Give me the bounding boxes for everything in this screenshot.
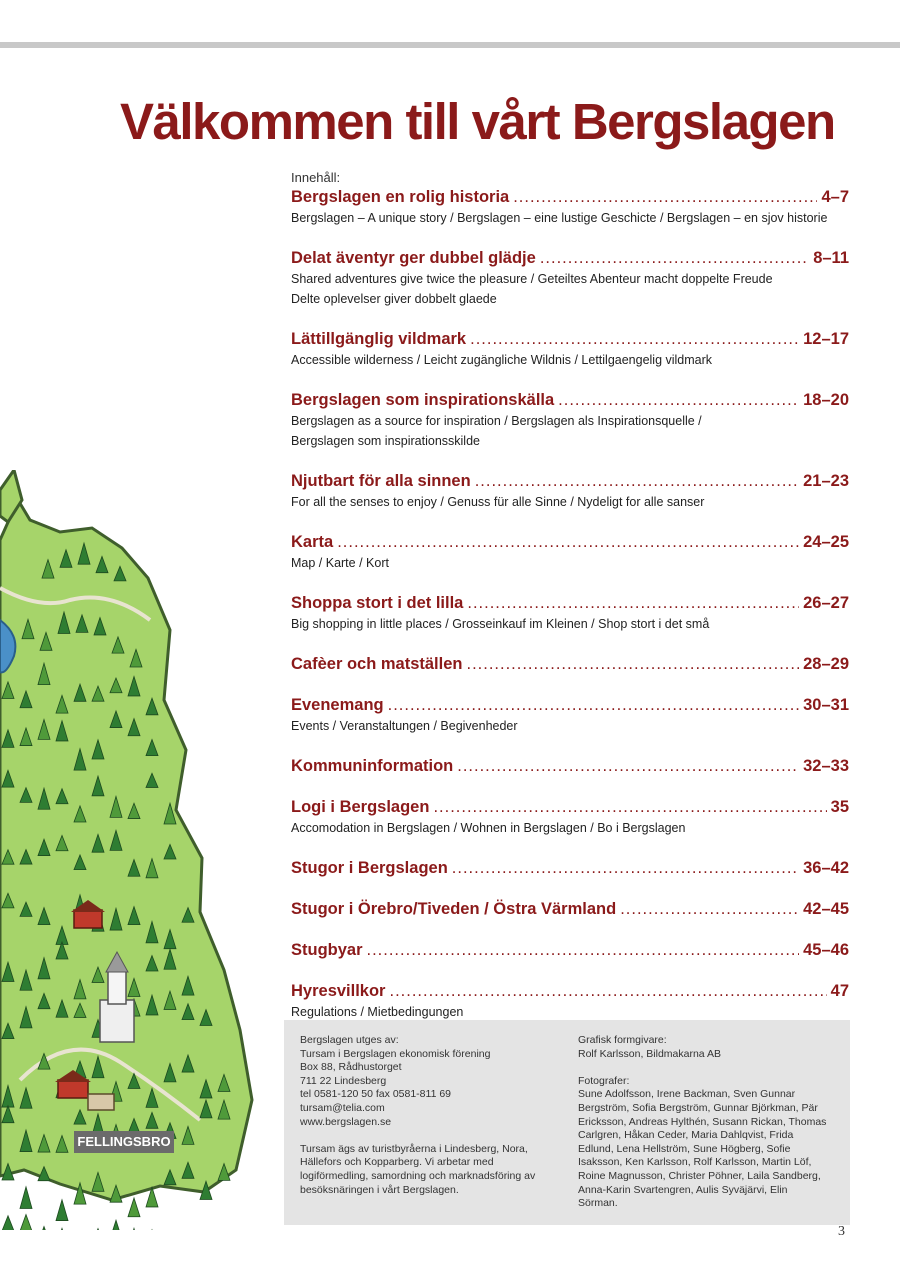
toc-entry-pages: 18–20 xyxy=(803,391,849,409)
publisher-info-box xyxy=(284,1020,850,1225)
info-line: Box 88, Rådhustorget xyxy=(300,1061,402,1074)
tree xyxy=(110,1220,122,1230)
info-line: 711 22 Lindesberg xyxy=(300,1074,387,1087)
toc-dot-leader xyxy=(620,898,799,920)
credits-info xyxy=(578,1034,838,1211)
toc-entry-pages: 28–29 xyxy=(803,655,849,673)
toc-entry-title: Logi i Bergslagen xyxy=(291,798,430,816)
info-line: Fotografer: xyxy=(578,1074,630,1087)
toc-dot-leader xyxy=(466,653,799,675)
info-line: Anna-Karin Svartengren, Aulis Syväjärvi, Elin xyxy=(578,1183,788,1196)
toc-dot-leader xyxy=(558,389,799,411)
toc-dot-leader xyxy=(337,531,799,553)
toc-entry-subtitle: Regulations / Mietbedingungen xyxy=(291,1005,464,1019)
toc-entry-pages: 35 xyxy=(830,798,849,816)
toc-entry-subtitle: Shared adventures give twice the pleasure / Geteiltes Abenteur macht doppelte Freude xyxy=(291,272,773,286)
toc-dot-leader xyxy=(513,186,817,208)
toc-entry-heading xyxy=(291,939,849,961)
toc-entry-pages: 21–23 xyxy=(803,472,849,490)
toc-entry xyxy=(291,470,849,512)
toc-entry-pages: 4–7 xyxy=(821,188,849,206)
toc-entry xyxy=(291,592,849,634)
tree xyxy=(38,1227,50,1230)
info-line: besöksnäringen i vårt Bergslagen. xyxy=(300,1183,459,1196)
toc-entry-title: Bergslagen en rolig historia xyxy=(291,188,510,206)
toc-entry-pages: 8–11 xyxy=(813,249,849,267)
toc-entry-subtitle: Events / Veranstaltungen / Begivenheder xyxy=(291,719,518,733)
toc-entry-subtitle: For all the senses to enjoy / Genuss für alle Sinne / Nydeligt for alle sanser xyxy=(291,495,705,509)
toc-entry-heading xyxy=(291,898,849,920)
toc-dot-leader xyxy=(388,694,799,716)
toc-dot-leader xyxy=(389,980,826,1002)
toc-entry-title: Hyresvillkor xyxy=(291,982,386,1000)
top-rule xyxy=(0,42,900,48)
tree xyxy=(128,1198,140,1217)
toc-entry-heading xyxy=(291,531,849,553)
toc-entry-heading xyxy=(291,470,849,492)
toc-entry-heading xyxy=(291,980,849,1002)
toc-dot-leader xyxy=(467,592,799,614)
info-line: Hällefors och Kopparberg. Vi arbetar med xyxy=(300,1156,494,1169)
toc-entry xyxy=(291,796,849,838)
toc-entry-heading xyxy=(291,796,849,818)
info-line: Rolf Karlsson, Bildmakarna AB xyxy=(578,1047,721,1060)
info-line: Sörman. xyxy=(578,1197,618,1210)
tree xyxy=(56,1200,68,1221)
info-line: logiförmedling, samordning och marknadsföring av xyxy=(300,1169,536,1182)
toc-entry-heading xyxy=(291,857,849,879)
toc-entry-pages: 45–46 xyxy=(803,941,849,959)
toc-entry xyxy=(291,939,849,961)
toc-label: Innehåll: xyxy=(291,170,341,185)
toc-entry-heading xyxy=(291,694,849,716)
toc-entry xyxy=(291,980,849,1022)
info-line: tel 0581-120 50 fax 0581-811 69 xyxy=(300,1088,452,1101)
tree xyxy=(20,1215,32,1230)
tree xyxy=(92,1229,104,1230)
info-line: Bergslagen utges av: xyxy=(300,1034,399,1046)
toc-entry-title: Lättillgänglig vildmark xyxy=(291,330,467,348)
toc-entry-subtitle: Map / Karte / Kort xyxy=(291,556,389,570)
toc-entry-subtitle: Bergslagen as a source for inspiration / Bergslagen als Inspirationsquelle / xyxy=(291,414,702,428)
toc-entry-subtitle: Bergslagen som inspirationsskilde xyxy=(291,434,480,448)
toc-entry-pages: 42–45 xyxy=(803,900,849,918)
toc-dot-leader xyxy=(433,796,826,818)
toc-entry-title: Stugor i Bergslagen xyxy=(291,859,448,877)
toc-entry-title: Stugbyar xyxy=(291,941,363,959)
toc-dot-leader xyxy=(457,755,799,777)
toc-entry-title: Stugor i Örebro/Tiveden / Östra Värmland xyxy=(291,900,617,918)
toc-entry-subtitle: Accomodation in Bergslagen / Wohnen in Bergslagen / Bo i Bergslagen xyxy=(291,821,686,835)
toc-entry-pages: 26–27 xyxy=(803,594,849,612)
toc-entry xyxy=(291,328,849,370)
toc-entry xyxy=(291,694,849,736)
toc-entry-pages: 47 xyxy=(830,982,849,1000)
toc-entry-title: Bergslagen som inspirationskälla xyxy=(291,391,555,409)
toc-entry-heading xyxy=(291,247,849,269)
info-line: Isaksson, Ken Karlsson, Rolf Karlsson, Martin Löf, xyxy=(578,1156,812,1169)
toc-entry xyxy=(291,653,849,675)
toc-entry-heading xyxy=(291,389,849,411)
tree xyxy=(56,1228,68,1230)
toc-entries xyxy=(291,186,849,1022)
tree xyxy=(2,1216,14,1230)
toc-entry-pages: 36–42 xyxy=(803,859,849,877)
toc-entry-subtitle: Delte oplevelser giver dobbelt glaede xyxy=(291,292,497,306)
toc-entry-pages: 12–17 xyxy=(803,330,849,348)
toc-entry-heading xyxy=(291,328,849,350)
info-line: Tursam i Bergslagen ekonomisk förening xyxy=(300,1047,491,1060)
toc-dot-leader xyxy=(470,328,799,350)
toc-entry-title: Njutbart för alla sinnen xyxy=(291,472,471,490)
info-line xyxy=(578,1061,838,1075)
toc-entry xyxy=(291,898,849,920)
info-line: www.bergslagen.se xyxy=(300,1115,392,1128)
toc-entry-pages: 24–25 xyxy=(803,533,849,551)
toc-entry-heading xyxy=(291,755,849,777)
page-title: Välkommen till vårt Bergslagen xyxy=(120,93,835,150)
toc-entry-heading xyxy=(291,592,849,614)
toc-entry-heading xyxy=(291,186,849,208)
page-number: 3 xyxy=(838,1224,845,1239)
table-of-contents xyxy=(291,170,849,1041)
toc-dot-leader xyxy=(475,470,799,492)
toc-dot-leader xyxy=(540,247,809,269)
toc-entry-pages: 30–31 xyxy=(803,696,849,714)
toc-entry-subtitle: Big shopping in little places / Grosseinkauf im Kleinen / Shop stort i det små xyxy=(291,617,710,631)
toc-entry-title: Shoppa stort i det lilla xyxy=(291,594,464,612)
info-line: Grafisk formgivare: xyxy=(578,1034,667,1046)
info-line: Bergström, Sofia Bergström, Gunnar Björkman, Pär xyxy=(578,1101,818,1114)
toc-entry-subtitle: Accessible wilderness / Leicht zugängliche Wildnis / Lettilgaengelig vildmark xyxy=(291,353,713,367)
publisher-info xyxy=(300,1034,570,1197)
toc-entry-subtitle: Bergslagen – A unique story / Bergslagen – eine lustige Geschicte / Bergslagen – en sjov historie xyxy=(291,211,828,225)
tree xyxy=(128,1228,140,1230)
toc-entry xyxy=(291,389,849,451)
toc-entry-pages: 32–33 xyxy=(803,757,849,775)
info-line: Sune Adolfsson, Irene Backman, Sven Gunnar xyxy=(578,1088,796,1101)
toc-entry xyxy=(291,186,849,228)
toc-entry xyxy=(291,755,849,777)
toc-dot-leader xyxy=(367,939,800,961)
toc-entry xyxy=(291,247,849,309)
toc-entry-title: Evenemang xyxy=(291,696,384,714)
map-place-label: FELLINGSBRO xyxy=(74,1131,174,1153)
info-line: Tursam ägs av turistbyråerna i Lindesberg, Nora, xyxy=(300,1142,528,1155)
info-line: tursam@telia.com xyxy=(300,1101,385,1114)
toc-dot-leader xyxy=(452,857,799,879)
tree xyxy=(20,1187,32,1209)
info-line: Carlgren, Håkan Ceder, Maria Dahlqvist, Frida xyxy=(578,1129,794,1142)
toc-entry-title: Karta xyxy=(291,533,334,551)
info-line xyxy=(300,1129,570,1143)
toc-entry-title: Cafèer och matställen xyxy=(291,655,463,673)
info-line: Roine Magnusson, Christer Pöhner, Laila Sandberg, xyxy=(578,1169,821,1182)
toc-entry-heading xyxy=(291,653,849,675)
info-line: Edlund, Lena Hellström, Sune Högberg, Sofie xyxy=(578,1142,791,1155)
toc-entry-title: Delat äventyr ger dubbel glädje xyxy=(291,249,536,267)
toc-entry xyxy=(291,531,849,573)
map-illustration xyxy=(0,470,260,1230)
toc-entry-title: Kommuninformation xyxy=(291,757,454,775)
toc-entry xyxy=(291,857,849,879)
info-line: Ericksson, Andreas Hylthén, Susann Rickan, Thomas xyxy=(578,1115,827,1128)
